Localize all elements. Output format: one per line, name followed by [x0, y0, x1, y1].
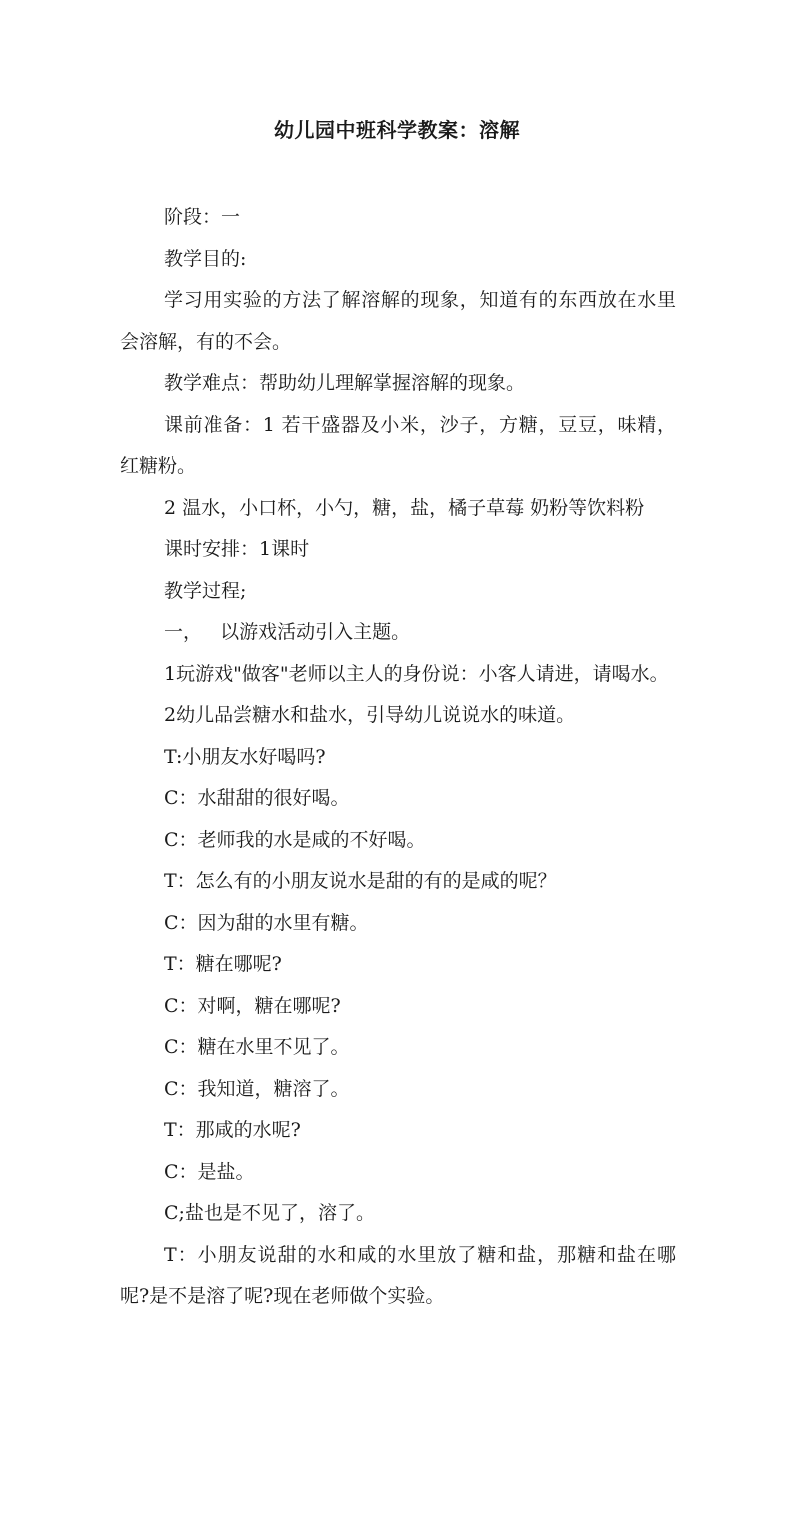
paragraph-stage: 阶段：一 — [164, 206, 241, 228]
paragraph-preparation-1: 课前准备：1 若干盛器及小米，沙子，方糖，豆豆，味精，红糖粉。 — [120, 413, 676, 477]
paragraph-schedule: 课时安排：1课时 — [164, 538, 310, 560]
dialogue-line: C：糖在水里不见了。 — [164, 1036, 350, 1058]
paragraph-difficulty: 教学难点：帮助幼儿理解掌握溶解的现象。 — [164, 372, 526, 394]
dialogue-line: C：是盐。 — [164, 1160, 255, 1183]
dialogue-line: T：那咸的水呢? — [164, 1119, 301, 1141]
paragraph-objective: 学习用实验的方法了解溶解的现象，知道有的东西放在水里会溶解，有的不会。 — [120, 289, 676, 353]
paragraph-preparation-2: 2 温水，小口杯，小勺，糖，盐，橘子草莓 奶粉等饮料粉 — [164, 496, 645, 519]
paragraph-objective-heading: 教学目的: — [164, 247, 247, 270]
dialogue-line: T：糖在哪呢? — [164, 953, 282, 975]
paragraph-process-heading: 教学过程; — [164, 579, 247, 602]
dialogue-line: T：小朋友说甜的水和咸的水里放了糖和盐，那糖和盐在哪呢?是不是溶了呢?现在老师做个实验。 — [120, 1243, 676, 1307]
paragraph-game: 1玩游戏"做客"老师以主人的身份说：小客人请进，请喝水。 — [164, 662, 669, 685]
dialogue-line: T：怎么有的小朋友说水是甜的有的是咸的呢？ — [164, 870, 557, 892]
paragraph-step-one: 一， 以游戏活动引入主题。 — [164, 621, 411, 643]
dialogue-line: C：老师我的水是咸的不好喝。 — [164, 828, 426, 851]
paragraph-tasting: 2幼儿品尝糖水和盐水，引导幼儿说说水的味道。 — [164, 704, 576, 726]
dialogue-line: T:小朋友水好喝吗? — [164, 745, 326, 768]
dialogue-line: C;盐也是不见了，溶了。 — [164, 1202, 375, 1224]
dialogue-line: C：因为甜的水里有糖。 — [164, 911, 369, 934]
document-body — [120, 197, 676, 1318]
dialogue-line: C：我知道，糖溶了。 — [164, 1077, 350, 1100]
dialogue-line: C：水甜甜的很好喝。 — [164, 787, 350, 809]
document-title: 幼儿园中班科学教案：溶解 — [274, 118, 520, 142]
dialogue-line: C：对啊，糖在哪呢? — [164, 994, 341, 1017]
